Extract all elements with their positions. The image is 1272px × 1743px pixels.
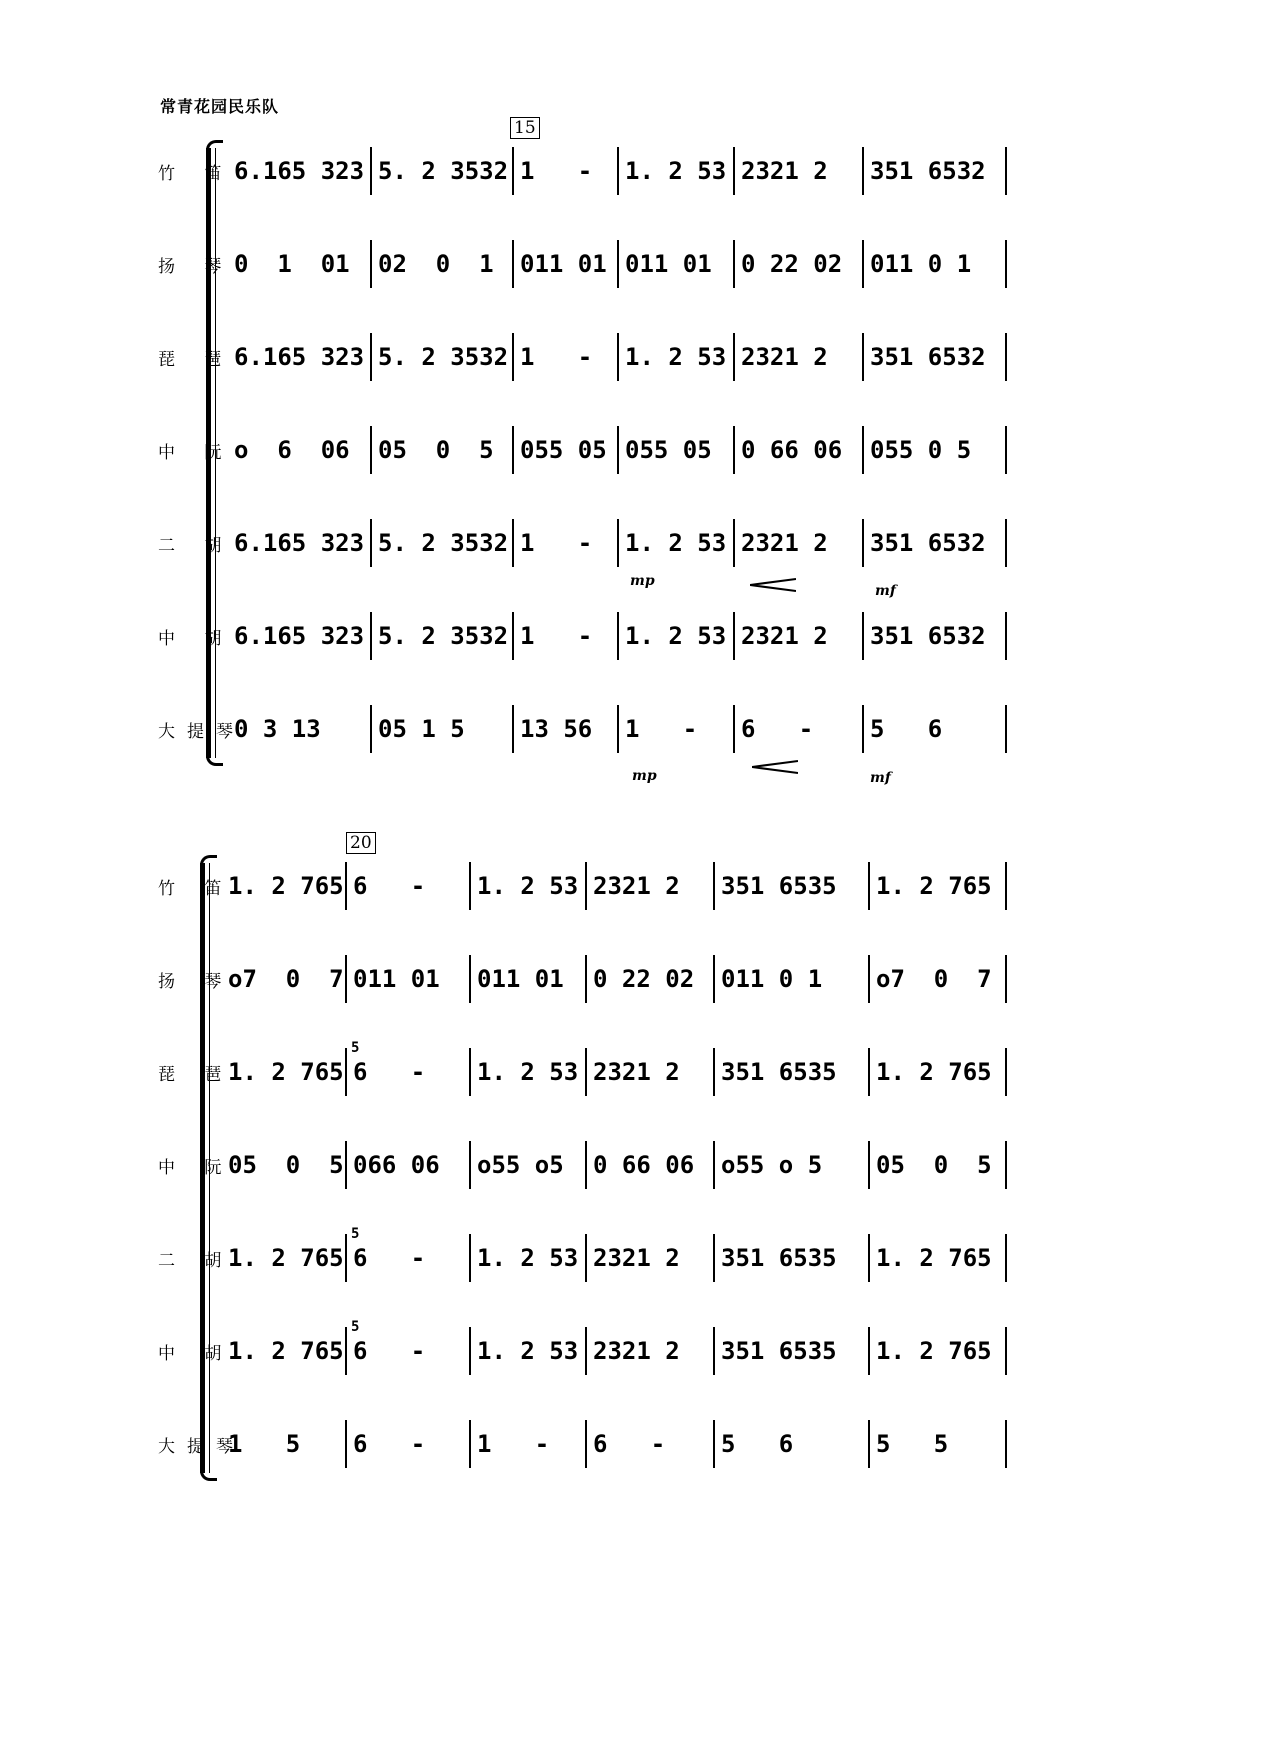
instrument-name: 大提琴 — [158, 722, 245, 742]
bar-line — [1005, 333, 1007, 381]
bar-line — [862, 705, 864, 753]
measure-notes: 05 1 5 — [378, 715, 465, 743]
measure-notes: 1. 2 765 — [876, 1244, 992, 1272]
bar-line — [1005, 1048, 1007, 1096]
measure-notes: 1. 2 765 — [228, 872, 344, 900]
bar-line — [733, 612, 735, 660]
bar-line — [585, 1420, 587, 1468]
measure-notes: o7 0 7 — [876, 965, 992, 993]
instrument-name: 中 胡 — [158, 629, 234, 649]
bar-line — [733, 147, 735, 195]
page-header: 常青花园民乐队 — [160, 97, 280, 116]
measure-notes: 2321 2 — [741, 529, 828, 557]
measure-notes: 5 6 — [870, 715, 943, 743]
bar-line — [862, 333, 864, 381]
bar-line — [345, 955, 347, 1003]
measure-notes: 1. 2 53 — [625, 157, 727, 185]
bar-line — [585, 862, 587, 910]
measure-notes: 055 05 — [520, 436, 607, 464]
instrument-name: 中 胡 — [158, 1344, 234, 1364]
instrument-name: 琵 琶 — [158, 1065, 234, 1085]
bar-line — [512, 519, 514, 567]
bar-line — [713, 1141, 715, 1189]
measure-notes: 066 06 — [353, 1151, 440, 1179]
bar-line — [1005, 240, 1007, 288]
bar-line — [345, 1327, 347, 1375]
measure-notes: 6 - — [353, 872, 426, 900]
measure-notes: 1. 2 53 — [477, 1058, 579, 1086]
grace-note: 5 — [351, 1226, 360, 1242]
bar-line — [345, 1420, 347, 1468]
measure-notes: 1 - — [520, 622, 593, 650]
bar-line — [1005, 147, 1007, 195]
measure-notes: 1. 2 53 — [625, 622, 727, 650]
bar-line — [868, 1420, 870, 1468]
instrument-name: 大提琴 — [158, 1437, 245, 1457]
bar-line — [1005, 1420, 1007, 1468]
bar-line — [345, 1141, 347, 1189]
bar-line — [862, 240, 864, 288]
bar-line — [617, 705, 619, 753]
instrument-name: 中 阮 — [158, 1158, 234, 1178]
instrument-name: 中 阮 — [158, 443, 234, 463]
bar-line — [868, 1141, 870, 1189]
measure-notes: 1. 2 53 — [625, 343, 727, 371]
bar-line — [713, 955, 715, 1003]
bar-line — [617, 519, 619, 567]
bar-line — [512, 426, 514, 474]
measure-notes: 2321 2 — [593, 1337, 680, 1365]
bar-line — [617, 333, 619, 381]
measure-notes: 1. 2 53 — [477, 872, 579, 900]
measure-notes: 6.165 323 — [234, 529, 365, 557]
bar-line — [617, 426, 619, 474]
bar-line — [733, 519, 735, 567]
bar-line — [868, 1327, 870, 1375]
measure-notes: 02 0 1 — [378, 250, 494, 278]
measure-notes: 351 6535 — [721, 1244, 837, 1272]
measure-notes: o55 o 5 — [721, 1151, 823, 1179]
bar-line — [868, 955, 870, 1003]
measure-notes: 011 01 — [353, 965, 440, 993]
bar-line — [585, 1141, 587, 1189]
measure-notes: 1. 2 53 — [477, 1244, 579, 1272]
bar-line — [512, 705, 514, 753]
bar-line — [1005, 612, 1007, 660]
measure-notes: 0 66 06 — [741, 436, 843, 464]
crescendo-hairpin — [752, 760, 798, 774]
bar-line — [713, 1048, 715, 1096]
dynamic-mark: mp — [632, 768, 657, 784]
instrument-name: 扬 琴 — [158, 257, 234, 277]
bar-line — [1005, 862, 1007, 910]
measure-notes: 2321 2 — [741, 343, 828, 371]
bar-line — [713, 1420, 715, 1468]
bar-line — [617, 612, 619, 660]
bar-line — [862, 612, 864, 660]
bar-line — [585, 1048, 587, 1096]
bar-line — [370, 612, 372, 660]
bar-line — [1005, 426, 1007, 474]
bar-line — [370, 426, 372, 474]
measure-notes: 2321 2 — [593, 1058, 680, 1086]
bar-line — [512, 612, 514, 660]
instrument-name: 竹 笛 — [158, 164, 234, 184]
bar-line — [733, 426, 735, 474]
bar-line — [370, 333, 372, 381]
bar-line — [469, 862, 471, 910]
bar-line — [1005, 1234, 1007, 1282]
bar-line — [1005, 1141, 1007, 1189]
bar-line — [862, 426, 864, 474]
rehearsal-mark: 15 — [510, 117, 540, 139]
measure-notes: 6 - — [353, 1430, 426, 1458]
measure-notes: 351 6532 — [870, 343, 986, 371]
measure-notes: o7 0 7 — [228, 965, 344, 993]
measure-notes: 05 0 5 — [228, 1151, 344, 1179]
measure-notes: 1 - — [477, 1430, 550, 1458]
measure-notes: 5. 2 3532 — [378, 157, 509, 185]
bar-line — [733, 705, 735, 753]
measure-notes: 1. 2 53 — [625, 529, 727, 557]
grace-note: 5 — [351, 1040, 360, 1056]
measure-notes: o55 o5 — [477, 1151, 564, 1179]
measure-notes: 011 0 1 — [721, 965, 823, 993]
bar-line — [512, 333, 514, 381]
bar-line — [585, 1327, 587, 1375]
measure-notes: 05 0 5 — [378, 436, 494, 464]
measure-notes: 05 0 5 — [876, 1151, 992, 1179]
measure-notes: 011 01 — [520, 250, 607, 278]
bar-line — [370, 519, 372, 567]
measure-notes: 1. 2 765 — [876, 872, 992, 900]
bar-line — [1005, 1327, 1007, 1375]
bar-line — [469, 1420, 471, 1468]
bar-line — [862, 147, 864, 195]
measure-notes: 2321 2 — [593, 1244, 680, 1272]
measure-notes: 351 6535 — [721, 1058, 837, 1086]
measure-notes: 055 05 — [625, 436, 712, 464]
measure-notes: 6.165 323 — [234, 343, 365, 371]
bar-line — [370, 705, 372, 753]
dynamic-mark: mf — [875, 583, 896, 599]
bar-line — [345, 1048, 347, 1096]
bar-line — [585, 955, 587, 1003]
bar-line — [713, 862, 715, 910]
measure-notes: 1 - — [625, 715, 698, 743]
bar-line — [469, 1048, 471, 1096]
measure-notes: 0 22 02 — [593, 965, 695, 993]
bar-line — [345, 1234, 347, 1282]
measure-notes: 351 6535 — [721, 1337, 837, 1365]
measure-notes: 1 5 — [228, 1430, 301, 1458]
measure-notes: 1. 2 765 — [228, 1058, 344, 1086]
measure-notes: 6 - — [353, 1058, 426, 1086]
measure-notes: 351 6535 — [721, 872, 837, 900]
instrument-name: 竹 笛 — [158, 879, 234, 899]
measure-notes: 011 01 — [625, 250, 712, 278]
measure-notes: 1 - — [520, 157, 593, 185]
measure-notes: 2321 2 — [741, 622, 828, 650]
instrument-name: 二 胡 — [158, 536, 234, 556]
measure-notes: 0 3 13 — [234, 715, 321, 743]
measure-notes: 0 66 06 — [593, 1151, 695, 1179]
bar-line — [617, 147, 619, 195]
measure-notes: 5 6 — [721, 1430, 794, 1458]
bar-line — [345, 862, 347, 910]
bar-line — [1005, 519, 1007, 567]
measure-notes: 1. 2 765 — [876, 1337, 992, 1365]
bar-line — [512, 240, 514, 288]
dynamic-mark: mp — [630, 573, 655, 589]
dynamic-mark: mf — [870, 770, 891, 786]
crescendo-hairpin — [750, 578, 796, 592]
measure-notes: 351 6532 — [870, 529, 986, 557]
bar-line — [1005, 705, 1007, 753]
measure-notes: 5. 2 3532 — [378, 622, 509, 650]
instrument-name: 琵 琶 — [158, 350, 234, 370]
measure-notes: 6 - — [353, 1337, 426, 1365]
measure-notes: 055 0 5 — [870, 436, 972, 464]
measure-notes: 6.165 323 — [234, 622, 365, 650]
measure-notes: 0 22 02 — [741, 250, 843, 278]
bar-line — [868, 862, 870, 910]
bar-line — [370, 240, 372, 288]
measure-notes: 351 6532 — [870, 622, 986, 650]
measure-notes: 6 - — [353, 1244, 426, 1272]
bar-line — [370, 147, 372, 195]
measure-notes: 0 1 01 — [234, 250, 350, 278]
bar-line — [868, 1234, 870, 1282]
measure-notes: 2321 2 — [593, 872, 680, 900]
measure-notes: 2321 2 — [741, 157, 828, 185]
measure-notes: 5. 2 3532 — [378, 529, 509, 557]
measure-notes: 6 - — [741, 715, 814, 743]
measure-notes: 13 56 — [520, 715, 593, 743]
measure-notes: 011 0 1 — [870, 250, 972, 278]
bar-line — [469, 955, 471, 1003]
bar-line — [469, 1141, 471, 1189]
measure-notes: 351 6532 — [870, 157, 986, 185]
instrument-name: 扬 琴 — [158, 972, 234, 992]
bar-line — [1005, 955, 1007, 1003]
measure-notes: 1. 2 765 — [876, 1058, 992, 1086]
bar-line — [733, 240, 735, 288]
bar-line — [469, 1234, 471, 1282]
measure-notes: 1. 2 765 — [228, 1337, 344, 1365]
measure-notes: 1. 2 765 — [228, 1244, 344, 1272]
bar-line — [713, 1234, 715, 1282]
measure-notes: 1. 2 53 — [477, 1337, 579, 1365]
measure-notes: 1 - — [520, 343, 593, 371]
bar-line — [585, 1234, 587, 1282]
bar-line — [512, 147, 514, 195]
measure-notes: 1 - — [520, 529, 593, 557]
measure-notes: 011 01 — [477, 965, 564, 993]
measure-notes: o 6 06 — [234, 436, 350, 464]
instrument-name: 二 胡 — [158, 1251, 234, 1271]
bar-line — [713, 1327, 715, 1375]
grace-note: 5 — [351, 1319, 360, 1335]
measure-notes: 5 5 — [876, 1430, 949, 1458]
rehearsal-mark: 20 — [346, 832, 376, 854]
bar-line — [868, 1048, 870, 1096]
bar-line — [469, 1327, 471, 1375]
bar-line — [733, 333, 735, 381]
measure-notes: 6 - — [593, 1430, 666, 1458]
measure-notes: 5. 2 3532 — [378, 343, 509, 371]
bar-line — [862, 519, 864, 567]
measure-notes: 6.165 323 — [234, 157, 365, 185]
bar-line — [617, 240, 619, 288]
